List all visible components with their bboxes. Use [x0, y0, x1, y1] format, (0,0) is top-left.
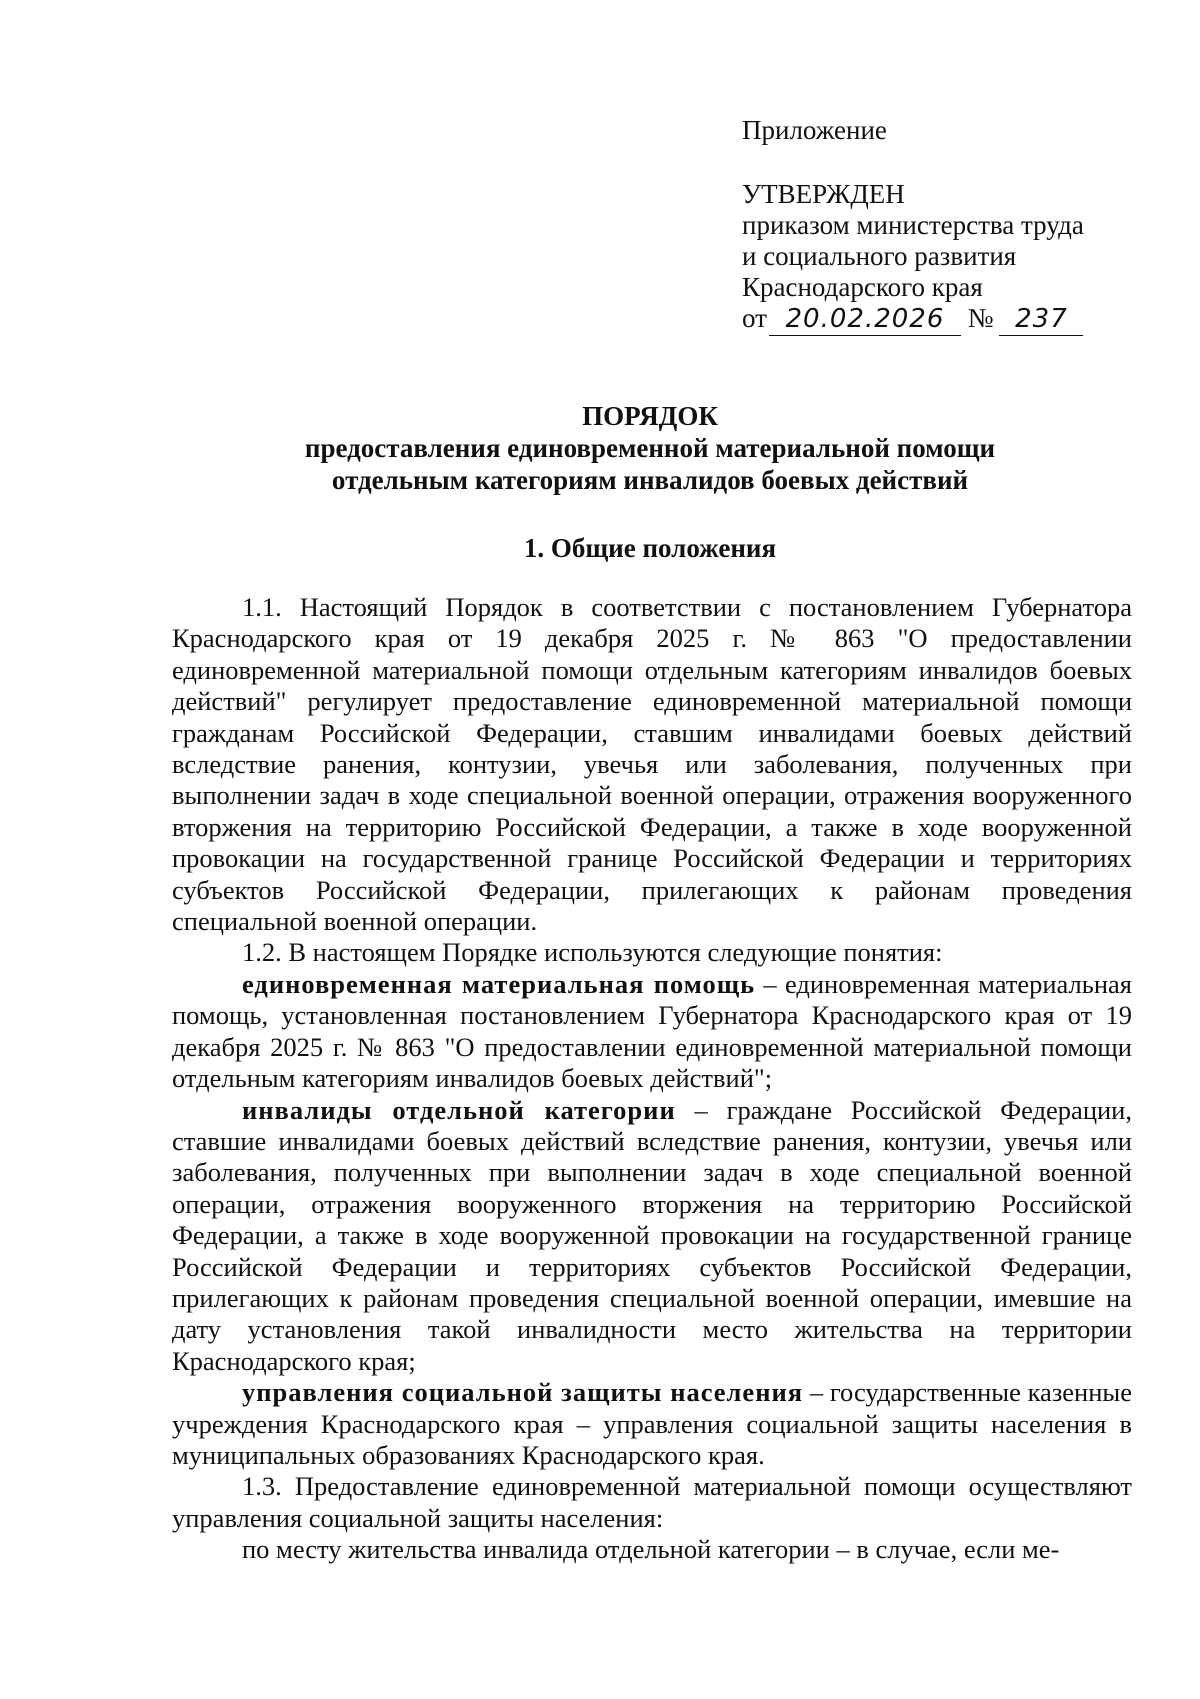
order-date-field [769, 303, 961, 336]
approved-label: УТВЕРЖДЕН [742, 179, 905, 209]
title-sub-line-1: предоставления единовременной материальной помощи [304, 433, 996, 463]
definition-3 [172, 1377, 1132, 1471]
definition-term: управления социальной защиты населения [242, 1377, 804, 1408]
document-title [170, 400, 1130, 496]
order-number-field [999, 303, 1083, 336]
definition-text: – граждане Российской Федерации, ставшие инвалидами боевых действий вследствие ранения, контузии, увечья или заболевания, полученных при выполнении задач в ходе специальной военной операции, отражения вооруженного вторжения на территорию Российской Федерации, а также в ходе вооруженной провокации на государственной границе Российской Федерации и территориях субъектов Российской Федерации, прилегающих к районам проведения специальной военной операции, имевшие на дату установления такой инвалидности место жительства на территории Краснодарского края; [172, 1094, 1132, 1376]
paragraph-1-2: 1.2. В настоящем Порядке используются следующие понятия: [242, 937, 943, 968]
order-line-2: и социального развития [742, 241, 1017, 271]
number-prefix: № [967, 303, 994, 333]
approval-block [742, 115, 1122, 336]
definition-1 [172, 969, 1132, 1095]
paragraph-1-3-a: по месту жительства инвалида отдельной категории – в случае, если ме- [242, 1534, 1060, 1565]
section-heading: 1. Общие положения [523, 533, 777, 563]
order-number-handwritten: 237 [1015, 304, 1068, 334]
order-date-line [742, 303, 1122, 336]
order-date-handwritten: 20.02.2026 [785, 304, 945, 334]
order-line-3: Краснодарского края [742, 272, 983, 302]
order-line-1: приказом министерства труда [742, 210, 1084, 240]
definition-text: – государственные казенные учреждения Краснодарского края – управления социальной защиты населения в муниципальных образованиях Краснодарского края. [172, 1377, 1132, 1470]
title-main: ПОРЯДОК [582, 401, 718, 431]
paragraph-1-1: 1.1. Настоящий Порядок в соответствии с постановлением Губернатора Краснодарского края от 19 декабря 2025 г. № 863 "О предоставлении единовременной материальной помощи отдельным категориям инвалидов боевых действий" регулирует предоставление единовременной материальной помощи гражданам Российской Федерации, ставшим инвалидами боевых действий вследствие ранения, контузии, увечья или заболевания, полученных при выполнении задач в ходе специальной военной операции, отражения вооруженного вторжения на территорию Российской Федерации, а также в ходе вооруженной провокации на государственной границе Российской Федерации и территориях субъектов Российской Федерации, прилегающих к районам проведения специальной военной операции. [172, 592, 1132, 937]
definition-term: инвалиды отдельной категории [242, 1094, 676, 1125]
date-prefix: от [742, 303, 767, 333]
title-sub-line-2: отдельным категориям инвалидов боевых действий [331, 465, 969, 495]
appendix-label: Приложение [742, 115, 887, 145]
definition-term: единовременная материальная помощь [242, 968, 756, 999]
document-body [172, 592, 1132, 1566]
paragraph-1-3: 1.3. Предоставление единовременной материальной помощи осуществляют управления социальной защиты населения: [172, 1471, 1132, 1533]
definition-text: – единовременная материальная помощь, установленная постановлением Губернатора Краснодарского края от 19 декабря 2025 г. № 863 "О предоставлении единовременной материальной помощи отдельным категориям инвалидов боевых действий"; [172, 968, 1132, 1094]
definition-2 [172, 1095, 1132, 1378]
